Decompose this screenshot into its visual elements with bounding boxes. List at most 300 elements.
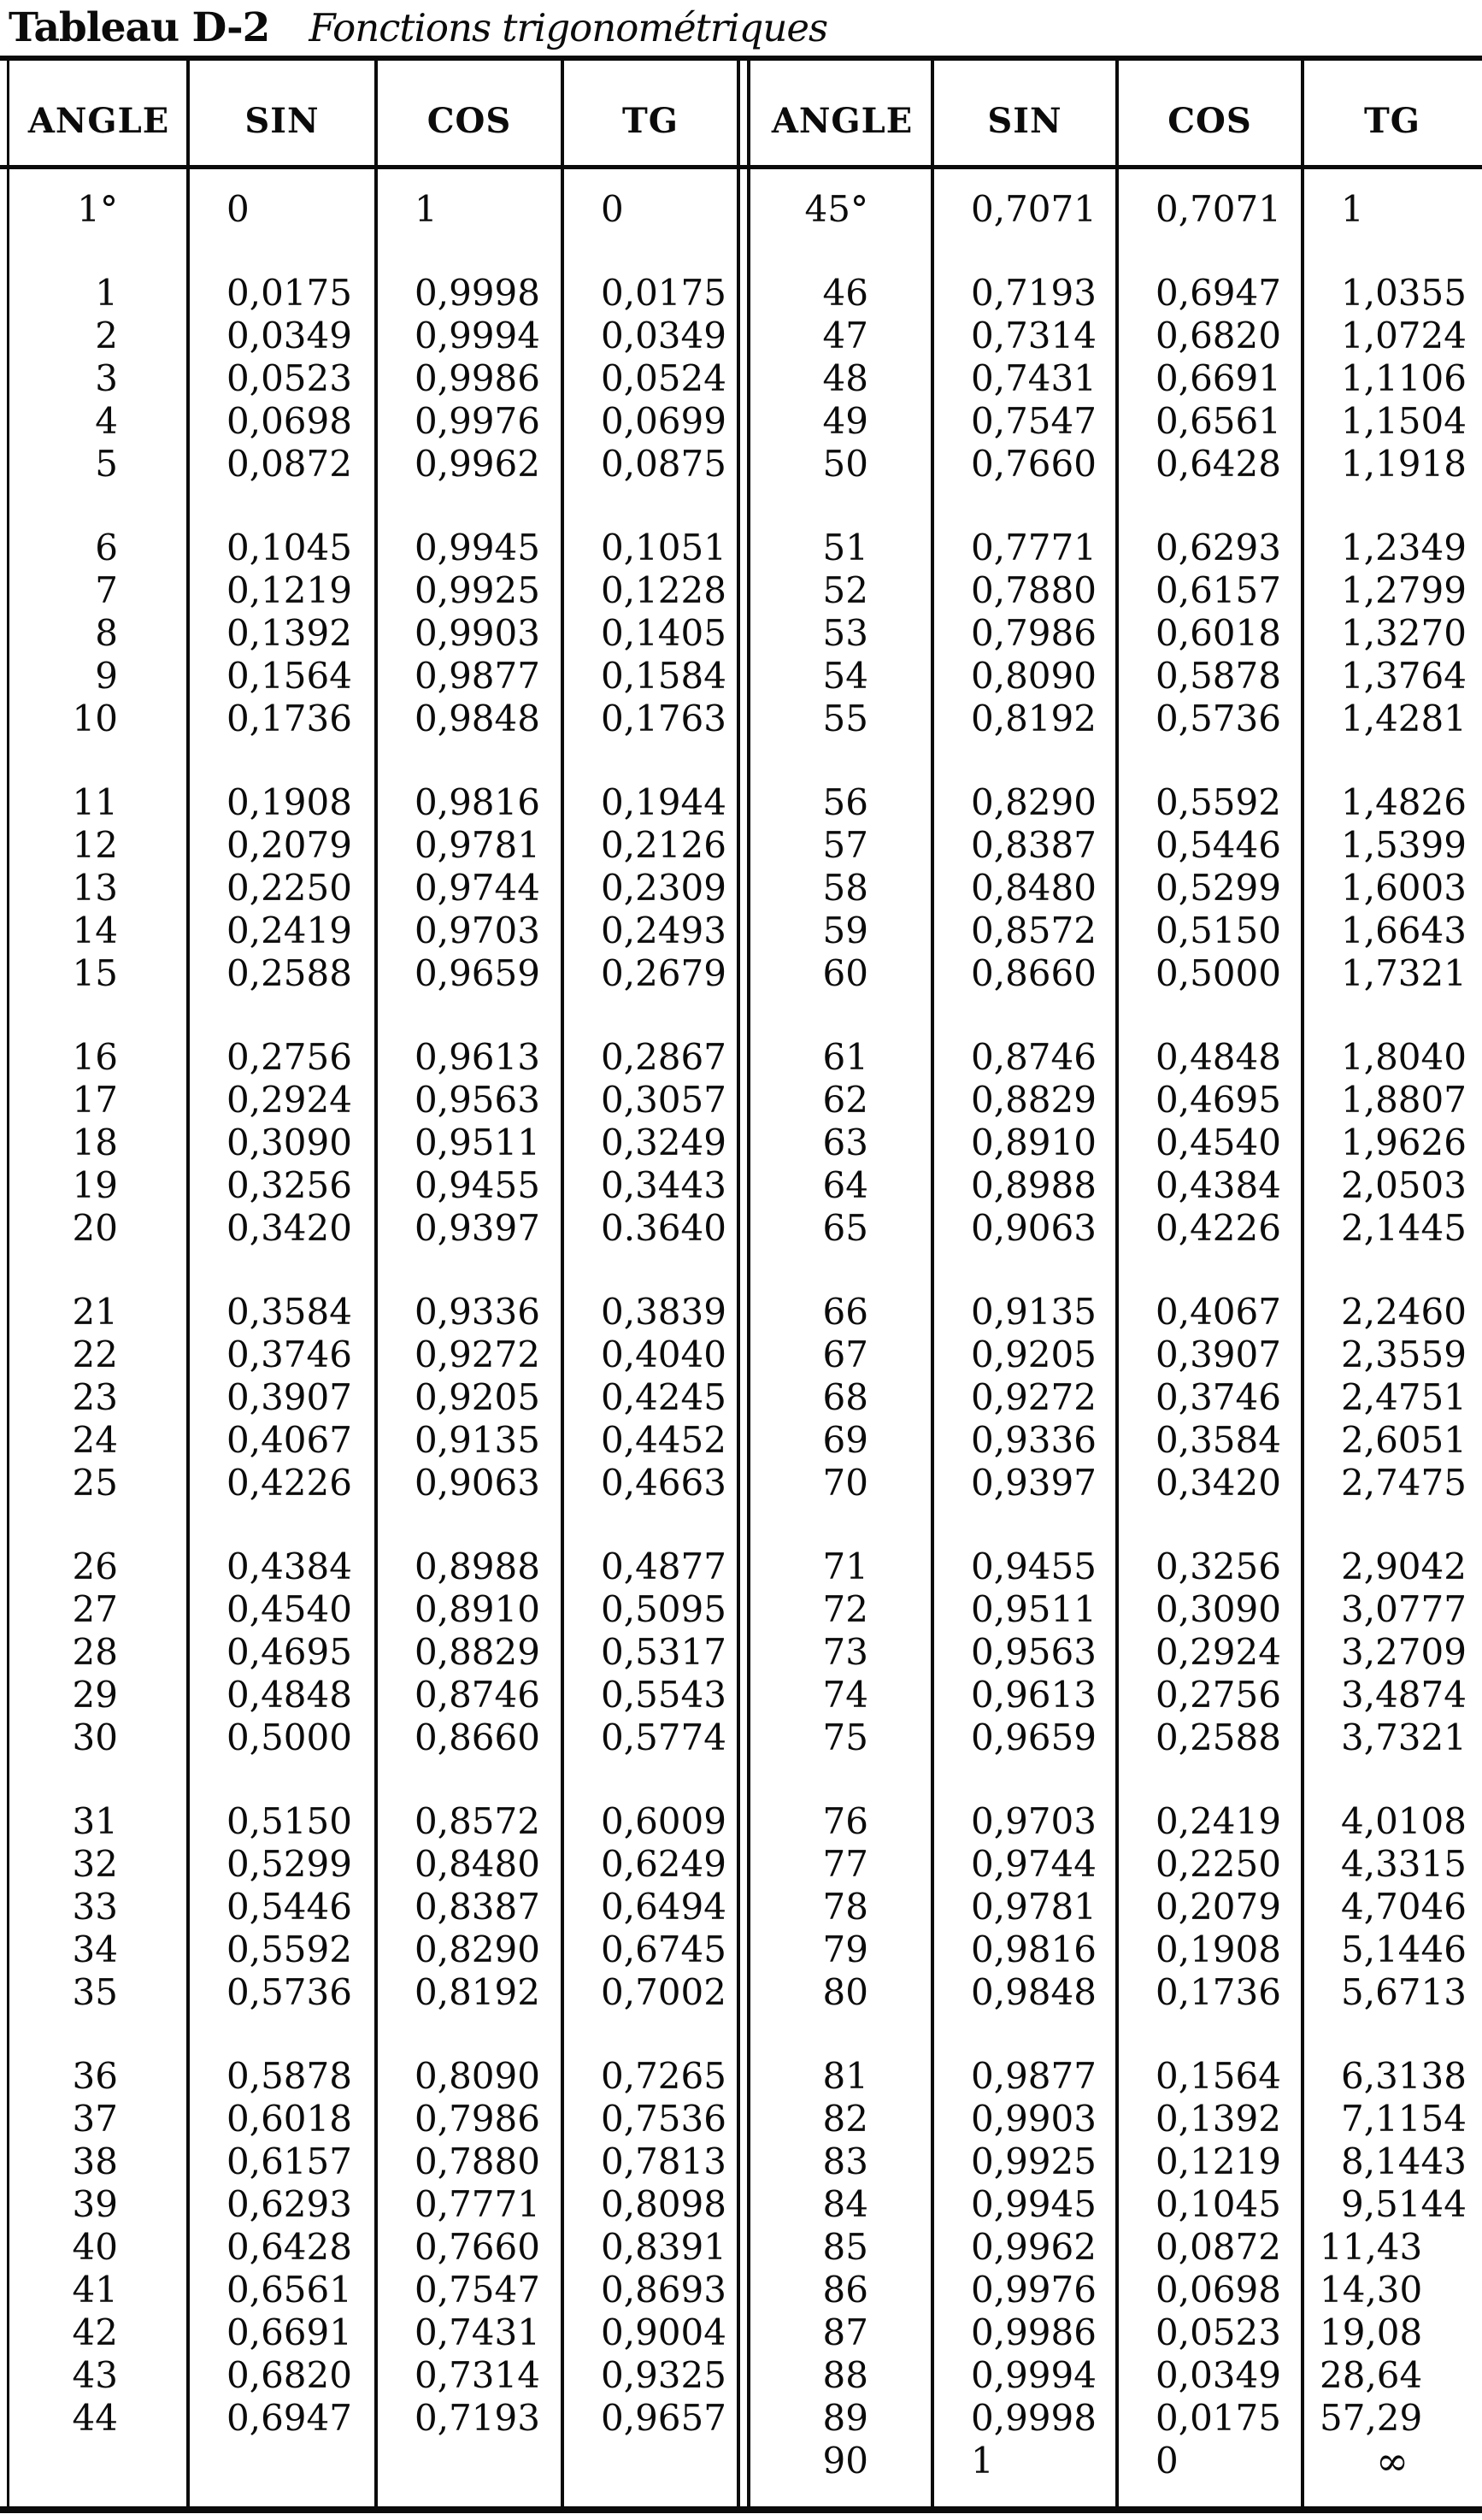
tg-cell: 2,4751 bbox=[1341, 1376, 1467, 1418]
tg-cell: 0,7265 bbox=[601, 2055, 726, 2097]
tg-cell: 0,4663 bbox=[601, 1462, 726, 1504]
sin-cell: 0,6157 bbox=[226, 2140, 352, 2182]
sin-cell: 0,0523 bbox=[226, 357, 352, 399]
tg-cell: 0,9325 bbox=[601, 2354, 726, 2396]
table-row bbox=[9, 1674, 738, 1716]
angle-cell: 33 bbox=[72, 1886, 118, 1928]
angle-cell: 77 bbox=[822, 1843, 868, 1885]
table-row bbox=[9, 2140, 738, 2183]
sin-cell: 0,5878 bbox=[226, 2055, 352, 2097]
cos-cell: 0,8290 bbox=[415, 1928, 540, 1970]
sin-cell: 0,9397 bbox=[971, 1462, 1097, 1504]
table-row bbox=[752, 1674, 1482, 1716]
cos-cell: 0,9205 bbox=[415, 1376, 540, 1418]
cos-cell: 0,8090 bbox=[415, 2055, 540, 2097]
cos-cell: 0,9848 bbox=[415, 698, 540, 739]
cos-cell: 0,1564 bbox=[1156, 2055, 1281, 2097]
table-row bbox=[9, 2098, 738, 2140]
table-row bbox=[752, 698, 1482, 740]
table-row bbox=[752, 2311, 1482, 2354]
tg-cell: 1,5399 bbox=[1341, 824, 1467, 866]
angle-cell: 39 bbox=[72, 2183, 118, 2225]
cos-cell: 0,7314 bbox=[415, 2354, 540, 2396]
table-row bbox=[752, 824, 1482, 867]
tg-cell: 2,0503 bbox=[1341, 1164, 1467, 1206]
table-row bbox=[752, 2440, 1482, 2482]
table-row bbox=[752, 400, 1482, 443]
angle-cell: 59 bbox=[822, 910, 868, 951]
tg-cell: 0,1051 bbox=[601, 527, 726, 568]
table-row bbox=[752, 2055, 1482, 2098]
table-row bbox=[9, 867, 738, 910]
tg-cell: 7,1154 bbox=[1341, 2098, 1467, 2140]
tg-cell: 1,7321 bbox=[1341, 952, 1467, 994]
table-row bbox=[9, 612, 738, 655]
sin-cell: 0,5446 bbox=[226, 1886, 352, 1928]
tg-column-header: TG bbox=[622, 100, 679, 141]
table-row bbox=[752, 1036, 1482, 1079]
cos-cell: 0,8192 bbox=[415, 1971, 540, 2013]
cos-cell: 0,9945 bbox=[415, 527, 540, 568]
cos-cell: 0,8572 bbox=[415, 1800, 540, 1842]
cos-cell: 0,2419 bbox=[1156, 1800, 1281, 1842]
cos-cell: 0,4695 bbox=[1156, 1079, 1281, 1121]
table-row bbox=[752, 1164, 1482, 1207]
angle-cell: 62 bbox=[822, 1079, 868, 1121]
table-row bbox=[9, 2183, 738, 2226]
table-row bbox=[9, 1800, 738, 1843]
tg-cell: 6,3138 bbox=[1341, 2055, 1467, 2097]
sin-cell: 0,9925 bbox=[971, 2140, 1097, 2182]
sin-cell: 0,9976 bbox=[971, 2269, 1097, 2311]
angle-cell: 50 bbox=[822, 443, 868, 485]
angle-cell: 88 bbox=[822, 2354, 868, 2396]
cos-cell: 0,9063 bbox=[415, 1462, 540, 1504]
tg-cell: 1,0355 bbox=[1341, 272, 1467, 314]
tg-cell: 14,30 bbox=[1320, 2269, 1423, 2311]
cos-cell: 0,1736 bbox=[1156, 1971, 1281, 2013]
cos-cell: 0,0523 bbox=[1156, 2311, 1281, 2353]
table-row bbox=[752, 1843, 1482, 1886]
angle-cell: 84 bbox=[822, 2183, 868, 2225]
tg-cell: 0,9004 bbox=[601, 2311, 726, 2353]
table-row bbox=[9, 1971, 738, 2014]
tg-cell: 0,4040 bbox=[601, 1334, 726, 1375]
table-row bbox=[9, 1291, 738, 1334]
tg-cell: 0,2493 bbox=[601, 910, 726, 951]
sin-cell: 0,6820 bbox=[226, 2354, 352, 2396]
row-group bbox=[752, 1546, 1482, 1759]
tg-cell: 0,1228 bbox=[601, 569, 726, 611]
table-row bbox=[9, 781, 738, 824]
cos-cell: 0,9511 bbox=[415, 1122, 540, 1163]
cos-cell: 0,5878 bbox=[1156, 655, 1281, 697]
tg-cell: 3,4874 bbox=[1341, 1674, 1467, 1716]
sin-cell: 0,2250 bbox=[226, 867, 352, 909]
table-row bbox=[9, 2226, 738, 2269]
tg-cell: 1,4826 bbox=[1341, 781, 1467, 823]
sin-cell: 0,7193 bbox=[971, 272, 1097, 314]
sin-cell: 0,7431 bbox=[971, 357, 1097, 399]
angle-cell: 12 bbox=[72, 824, 118, 866]
cos-cell: 0,6820 bbox=[1156, 315, 1281, 356]
table-row bbox=[9, 952, 738, 995]
cos-cell: 0,1908 bbox=[1156, 1928, 1281, 1970]
cos-cell: 0,3420 bbox=[1156, 1462, 1281, 1504]
sin-cell: 0,3090 bbox=[226, 1122, 352, 1163]
sin-cell: 0,9994 bbox=[971, 2354, 1097, 2396]
tg-cell: 0,6249 bbox=[601, 1843, 726, 1885]
table-row bbox=[9, 2311, 738, 2354]
sin-cell: 0,0175 bbox=[226, 272, 352, 314]
tg-cell: 1,4281 bbox=[1341, 698, 1467, 739]
sin-cell: 0,9744 bbox=[971, 1843, 1097, 1885]
tg-cell: 57,29 bbox=[1320, 2397, 1423, 2439]
table-row bbox=[752, 1291, 1482, 1334]
table-row bbox=[9, 1079, 738, 1122]
sin-cell: 0,0349 bbox=[226, 315, 352, 356]
table-row bbox=[9, 1631, 738, 1674]
sin-cell: 0,8387 bbox=[971, 824, 1097, 866]
table-row bbox=[752, 781, 1482, 824]
angle-cell: 58 bbox=[822, 867, 868, 909]
angle-cell: 9 bbox=[95, 655, 118, 697]
tg-cell: 0,6745 bbox=[601, 1928, 726, 1970]
tg-cell: 0,6009 bbox=[601, 1800, 726, 1842]
row-group bbox=[9, 1546, 738, 1759]
table-row bbox=[9, 1036, 738, 1079]
row-group bbox=[9, 272, 738, 486]
row-group bbox=[9, 1800, 738, 2014]
cos-cell: 0,9962 bbox=[415, 443, 540, 485]
angle-cell: 81 bbox=[822, 2055, 868, 2097]
angle-cell: 31 bbox=[72, 1800, 118, 1842]
tg-cell: 0,3443 bbox=[601, 1164, 726, 1206]
angle-cell: 78 bbox=[822, 1886, 868, 1928]
sin-cell: 0,3584 bbox=[226, 1291, 352, 1333]
cos-cell: 0,5000 bbox=[1156, 952, 1281, 994]
tg-cell: 0,3839 bbox=[601, 1291, 726, 1333]
cos-cell: 0,9563 bbox=[415, 1079, 540, 1121]
cos-cell: 0,3584 bbox=[1156, 1419, 1281, 1461]
sin-cell: 0,8660 bbox=[971, 952, 1097, 994]
cos-cell: 0,5150 bbox=[1156, 910, 1281, 951]
sin-cell: 0,9272 bbox=[971, 1376, 1097, 1418]
table-row bbox=[752, 1971, 1482, 2014]
angle-cell: 51 bbox=[822, 527, 868, 568]
table-row bbox=[752, 612, 1482, 655]
table-bottom-border bbox=[0, 2506, 1482, 2513]
angle-cell: 64 bbox=[822, 1164, 868, 1206]
table-row bbox=[9, 1588, 738, 1631]
cos-column-header: COS bbox=[1167, 100, 1252, 141]
sin-cell: 0,4695 bbox=[226, 1631, 352, 1673]
sin-cell: 0,9703 bbox=[971, 1800, 1097, 1842]
tg-cell: 0,7813 bbox=[601, 2140, 726, 2182]
tg-cell: 1,6643 bbox=[1341, 910, 1467, 951]
angle-cell: 73 bbox=[822, 1631, 868, 1673]
table-row bbox=[752, 1376, 1482, 1419]
table-row bbox=[9, 1843, 738, 1886]
sin-cell: 0,3256 bbox=[226, 1164, 352, 1206]
table-row bbox=[752, 2354, 1482, 2397]
tg-cell: 0,1584 bbox=[601, 655, 726, 697]
angle-cell: 10 bbox=[72, 698, 118, 739]
angle-cell: 13 bbox=[72, 867, 118, 909]
cos-cell: 0,9816 bbox=[415, 781, 540, 823]
table-row bbox=[9, 1886, 738, 1928]
table-row bbox=[752, 952, 1482, 995]
cos-cell: 0,5592 bbox=[1156, 781, 1281, 823]
tg-cell: 1,9626 bbox=[1341, 1122, 1467, 1163]
tg-cell: ∞ bbox=[1375, 2438, 1409, 2484]
sin-cell: 0,9336 bbox=[971, 1419, 1097, 1461]
sin-column-header: SIN bbox=[244, 100, 320, 141]
cos-cell: 0,9998 bbox=[415, 272, 540, 314]
angle-cell: 26 bbox=[72, 1546, 118, 1587]
table-row bbox=[752, 569, 1482, 612]
row-group bbox=[9, 2055, 738, 2440]
angle-cell: 61 bbox=[822, 1036, 868, 1078]
sin-cell: 0,2588 bbox=[226, 952, 352, 994]
tg-cell: 0,8693 bbox=[601, 2269, 726, 2311]
sin-cell: 0,9063 bbox=[971, 1207, 1097, 1249]
tg-cell: 0,0875 bbox=[601, 443, 726, 485]
cos-cell: 0,9336 bbox=[415, 1291, 540, 1333]
sin-cell: 0,9135 bbox=[971, 1291, 1097, 1333]
tg-cell: 2,6051 bbox=[1341, 1419, 1467, 1461]
angle-cell: 40 bbox=[72, 2226, 118, 2268]
angle-cell: 68 bbox=[822, 1376, 868, 1418]
tg-cell: 3,7321 bbox=[1341, 1716, 1467, 1758]
left-header-row bbox=[9, 68, 738, 174]
cos-cell: 0,4067 bbox=[1156, 1291, 1281, 1333]
cos-cell: 0,8387 bbox=[415, 1886, 540, 1928]
sin-cell: 0,7547 bbox=[971, 400, 1097, 442]
cos-cell: 0,5736 bbox=[1156, 698, 1281, 739]
tg-cell: 4,7046 bbox=[1341, 1886, 1467, 1928]
sin-cell: 0,7771 bbox=[971, 527, 1097, 568]
cos-cell: 0,6157 bbox=[1156, 569, 1281, 611]
angle-cell: 44 bbox=[72, 2397, 118, 2439]
cos-cell: 0,7071 bbox=[1156, 188, 1281, 230]
sin-cell: 0,8480 bbox=[971, 867, 1097, 909]
tg-cell: 0,5317 bbox=[601, 1631, 726, 1673]
sin-column-header: SIN bbox=[987, 100, 1062, 141]
tg-cell: 0,8391 bbox=[601, 2226, 726, 2268]
angle-cell: 71 bbox=[822, 1546, 868, 1587]
table-row bbox=[752, 272, 1482, 315]
sin-cell: 0,9998 bbox=[971, 2397, 1097, 2439]
table-row bbox=[9, 1376, 738, 1419]
tg-cell: 0,2867 bbox=[601, 1036, 726, 1078]
sin-cell: 0,3420 bbox=[226, 1207, 352, 1249]
sin-cell: 0,7314 bbox=[971, 315, 1097, 356]
tg-cell: 0,2679 bbox=[601, 952, 726, 994]
cos-cell: 0,8988 bbox=[415, 1546, 540, 1587]
angle-cell: 2 bbox=[95, 315, 118, 356]
sin-cell: 0,7660 bbox=[971, 443, 1097, 485]
cos-cell: 0,1219 bbox=[1156, 2140, 1281, 2182]
tg-cell: 0,4245 bbox=[601, 1376, 726, 1418]
cos-cell: 0,9903 bbox=[415, 612, 540, 654]
angle-cell: 70 bbox=[822, 1462, 868, 1504]
sin-cell: 0,1564 bbox=[226, 655, 352, 697]
sin-cell: 0,4540 bbox=[226, 1588, 352, 1630]
cos-cell: 0,3907 bbox=[1156, 1334, 1281, 1375]
angle-cell: 1 bbox=[95, 272, 118, 314]
sin-cell: 0,9848 bbox=[971, 1971, 1097, 2013]
row-group bbox=[752, 1800, 1482, 2014]
sin-cell: 0,6691 bbox=[226, 2311, 352, 2353]
angle-cell: 4 bbox=[95, 400, 118, 442]
cos-cell: 0,4384 bbox=[1156, 1164, 1281, 1206]
angle-cell: 56 bbox=[822, 781, 868, 823]
tg-cell: 0,4452 bbox=[601, 1419, 726, 1461]
table-row bbox=[9, 1462, 738, 1504]
cos-cell: 0,2250 bbox=[1156, 1843, 1281, 1885]
angle-cell: 90 bbox=[822, 2440, 868, 2482]
table-row bbox=[9, 1164, 738, 1207]
sin-cell: 0,3907 bbox=[226, 1376, 352, 1418]
tg-cell: 0,8098 bbox=[601, 2183, 726, 2225]
angle-cell: 86 bbox=[822, 2269, 868, 2311]
row-group bbox=[752, 188, 1482, 231]
cos-cell: 0,3746 bbox=[1156, 1376, 1281, 1418]
tg-cell: 0,7536 bbox=[601, 2098, 726, 2140]
cos-cell: 0 bbox=[1156, 2440, 1179, 2482]
table-row bbox=[9, 569, 738, 612]
cos-cell: 0,8829 bbox=[415, 1631, 540, 1673]
cos-cell: 0,9986 bbox=[415, 357, 540, 399]
sin-cell: 0,0872 bbox=[226, 443, 352, 485]
sin-cell: 0,9659 bbox=[971, 1716, 1097, 1758]
angle-cell: 48 bbox=[822, 357, 868, 399]
cos-cell: 0,6428 bbox=[1156, 443, 1281, 485]
tg-cell: 11,43 bbox=[1320, 2226, 1423, 2268]
table-row bbox=[752, 1631, 1482, 1674]
angle-cell: 74 bbox=[822, 1674, 868, 1716]
sin-cell: 0,5736 bbox=[226, 1971, 352, 2013]
sin-cell: 0,0698 bbox=[226, 400, 352, 442]
tg-cell: 0,2126 bbox=[601, 824, 726, 866]
angle-cell: 30 bbox=[72, 1716, 118, 1758]
cos-cell: 0,8746 bbox=[415, 1674, 540, 1716]
angle-cell: 6 bbox=[95, 527, 118, 568]
angle-cell: 52 bbox=[822, 569, 868, 611]
cos-cell: 0,0698 bbox=[1156, 2269, 1281, 2311]
sin-cell: 0,4067 bbox=[226, 1419, 352, 1461]
tg-cell: 1,1504 bbox=[1341, 400, 1467, 442]
table-subtitle: Fonctions trigonométriques bbox=[309, 5, 828, 50]
row-group bbox=[752, 527, 1482, 740]
cos-cell: 0,7193 bbox=[415, 2397, 540, 2439]
sin-cell: 0,1908 bbox=[226, 781, 352, 823]
tg-cell: 0,1763 bbox=[601, 698, 726, 739]
table-row bbox=[9, 2269, 738, 2311]
angle-cell: 1° bbox=[77, 188, 118, 230]
sin-cell: 0,1392 bbox=[226, 612, 352, 654]
cos-cell: 0,4848 bbox=[1156, 1036, 1281, 1078]
tg-cell: 0,0699 bbox=[601, 400, 726, 442]
angle-cell: 87 bbox=[822, 2311, 868, 2353]
tg-cell: 0,9657 bbox=[601, 2397, 726, 2439]
right-header-row bbox=[752, 68, 1482, 174]
tg-cell: 0,6494 bbox=[601, 1886, 726, 1928]
cos-cell: 0,0175 bbox=[1156, 2397, 1281, 2439]
cos-cell: 0,4540 bbox=[1156, 1122, 1281, 1163]
sin-cell: 0,7986 bbox=[971, 612, 1097, 654]
cos-cell: 0,9877 bbox=[415, 655, 540, 697]
sin-cell: 0,2419 bbox=[226, 910, 352, 951]
table-row bbox=[752, 2098, 1482, 2140]
angle-cell: 46 bbox=[822, 272, 868, 314]
angle-cell: 67 bbox=[822, 1334, 868, 1375]
tg-cell: 28,64 bbox=[1320, 2354, 1423, 2396]
table-row bbox=[752, 910, 1482, 952]
tg-cell: 0,3249 bbox=[601, 1122, 726, 1163]
sin-cell: 0,5000 bbox=[226, 1716, 352, 1758]
sin-cell: 0,9455 bbox=[971, 1546, 1097, 1587]
tg-cell: 0,5774 bbox=[601, 1716, 726, 1758]
cos-cell: 0,0349 bbox=[1156, 2354, 1281, 2396]
table-row bbox=[9, 2397, 738, 2440]
tg-cell: 0,4877 bbox=[601, 1546, 726, 1587]
sin-cell: 0,7071 bbox=[971, 188, 1097, 230]
row-group bbox=[752, 1036, 1482, 1250]
angle-cell: 36 bbox=[72, 2055, 118, 2097]
tg-cell: 1,2349 bbox=[1341, 527, 1467, 568]
table-number: Tableau D-2 bbox=[9, 4, 270, 51]
tg-cell: 0 bbox=[601, 188, 624, 230]
angle-cell: 28 bbox=[72, 1631, 118, 1673]
table-row bbox=[752, 2269, 1482, 2311]
table-row bbox=[9, 1716, 738, 1759]
angle-cell: 7 bbox=[95, 569, 118, 611]
cos-cell: 0,2924 bbox=[1156, 1631, 1281, 1673]
sin-cell: 0,9877 bbox=[971, 2055, 1097, 2097]
page-title bbox=[9, 2, 827, 63]
tg-cell: 5,1446 bbox=[1341, 1928, 1467, 1970]
tg-cell: 0,5543 bbox=[601, 1674, 726, 1716]
angle-cell: 35 bbox=[72, 1971, 118, 2013]
angle-cell: 49 bbox=[822, 400, 868, 442]
angle-cell: 11 bbox=[72, 781, 118, 823]
angle-cell: 63 bbox=[822, 1122, 868, 1163]
table-row bbox=[752, 2140, 1482, 2183]
row-group bbox=[9, 1036, 738, 1250]
angle-cell: 27 bbox=[72, 1588, 118, 1630]
table-row bbox=[9, 1928, 738, 1971]
table-row bbox=[752, 188, 1482, 231]
cos-cell: 0,5299 bbox=[1156, 867, 1281, 909]
tg-cell: 1 bbox=[1341, 188, 1364, 230]
row-group bbox=[9, 781, 738, 995]
angle-cell: 37 bbox=[72, 2098, 118, 2140]
angle-cell: 79 bbox=[822, 1928, 868, 1970]
table-row bbox=[9, 2055, 738, 2098]
angle-cell: 72 bbox=[822, 1588, 868, 1630]
tg-column-header: TG bbox=[1364, 100, 1420, 141]
sin-cell: 0,8290 bbox=[971, 781, 1097, 823]
cos-cell: 0,6018 bbox=[1156, 612, 1281, 654]
cos-cell: 0,7547 bbox=[415, 2269, 540, 2311]
sin-cell: 0,8829 bbox=[971, 1079, 1097, 1121]
trig-table bbox=[0, 56, 1482, 2520]
table-row bbox=[9, 272, 738, 315]
tg-cell: 0,5095 bbox=[601, 1588, 726, 1630]
table-row bbox=[9, 698, 738, 740]
